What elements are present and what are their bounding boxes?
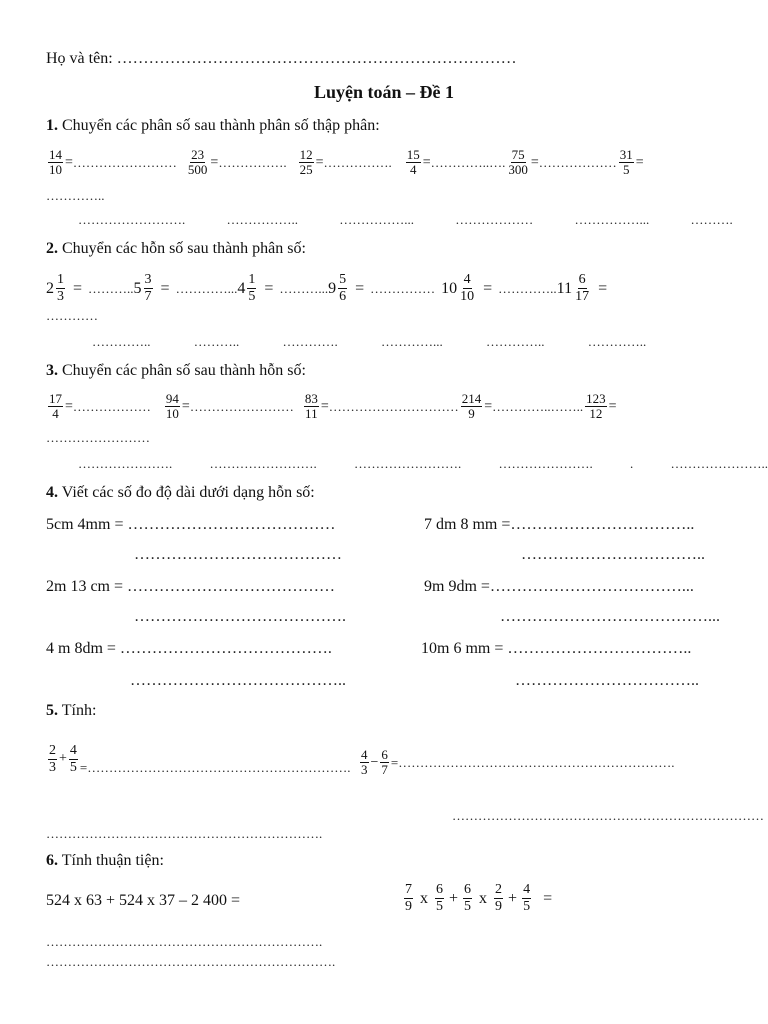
section-3-row: $\frac{17}{4}$ = ……………… $\frac{94}{10}$ = …………………… $\frac{83}{11}$ = ………………………… $\frac{214}{9}$ = …………..…….. $\frac{123}{12}$ =: [49, 391, 617, 421]
section-6-heading: 6. Tính thuận tiện:: [46, 852, 164, 869]
fraction: $\frac{23}{500}$: [187, 147, 208, 177]
answer-blanks[interactable]: ………….. ……….. …………. …………... ………….. …………..: [92, 334, 647, 349]
name-line: [46, 50, 517, 68]
fraction: $\frac{83}{11}$: [304, 391, 318, 421]
section-4-heading: 4. Viết các số đo độ dài dưới dạng hỗn số:: [46, 484, 315, 501]
length-item: 10m 6 mm = ……………………………..: [421, 640, 692, 657]
length-item: 4 m 8dm = ………………………………….: [46, 640, 332, 657]
mixed-number: $\frac{1}{3}$: [57, 272, 64, 304]
section-2-row: 2 $\frac{1}{3}$ = ……….. 5 $\frac{3}{7}$ = …………... 4 $\frac{1}{5}$ = ………... 9 $\frac{5}{6}$ = …………… 10 $\frac{4}{10}$ = ………….. 11 $\frac{6}{17}$ =: [46, 272, 608, 304]
name-label: Họ và tên:: [46, 50, 113, 67]
mixed-number: $\frac{4}{10}$: [460, 272, 475, 304]
expression-4: $\frac{7}{9}$ x $\frac{6}{5}$ + $\frac{6}{5}$ x $\frac{2}{9}$ + $\frac{4}{5}$ =: [405, 882, 553, 914]
expression-3: 524 x 63 + 524 x 37 – 2 400 =: [46, 892, 241, 909]
fraction: $\frac{123}{12}$: [586, 391, 606, 421]
length-item: 2m 13 cm = …………………………………: [46, 578, 336, 595]
fraction: $\frac{14}{10}$: [49, 147, 62, 177]
section-1-heading: 1. Chuyển các phân số sau thành phân số thập phân:: [46, 117, 380, 134]
answer-blanks[interactable]: ……………………. …………….. ……………... ……………… ……………... ……….: [78, 212, 733, 227]
mixed-number: $\frac{1}{5}$: [248, 272, 256, 304]
fraction: $\frac{12}{25}$: [299, 147, 313, 177]
expression-1: $\frac{2}{3}$ + $\frac{4}{5}$ = …………………………………………………….: [49, 742, 351, 775]
section-3-heading: 3. Chuyển các phân số sau thành hỗn số:: [46, 362, 306, 379]
section-1-row: $\frac{14}{10}$ = …………………… $\frac{23}{500}$ = ……………. $\frac{12}{25}$ = ……………. $\frac{15}{4}$ = …………..…. $\frac{75}{300}$ = ……………… $\frac{31}{5}$ =: [49, 147, 644, 177]
answer-blanks[interactable]: …………………. ……………………. ……………………. …………………. . …………………..: [78, 456, 768, 471]
length-item: 7 dm 8 mm =……………………………..: [424, 516, 695, 533]
fraction: $\frac{75}{300}$: [508, 147, 528, 177]
name-blank[interactable]: …………………………………………………………………: [116, 50, 517, 67]
mixed-number: $\frac{6}{17}$: [575, 272, 590, 304]
section-5-heading: 5. Tính:: [46, 702, 97, 719]
fraction: $\frac{15}{4}$: [406, 147, 420, 177]
fraction: $\frac{31}{5}$: [619, 147, 633, 177]
section-2-heading: 2. Chuyển các hỗn số sau thành phân số:: [46, 240, 306, 257]
page-title: Luyện toán – Đề 1: [313, 82, 454, 102]
length-item: 5cm 4mm = …………………………………: [46, 516, 336, 533]
mixed-number: $\frac{5}{6}$: [339, 272, 347, 304]
fraction: $\frac{17}{4}$: [49, 391, 62, 421]
length-item: 9m 9dm =………………………………...: [424, 578, 694, 595]
fraction: $\frac{214}{9}$: [461, 391, 482, 421]
expression-2: $\frac{4}{3}$ − $\frac{6}{7}$ = ……………………………………………………….: [361, 747, 675, 777]
fraction: $\frac{94}{10}$: [165, 391, 179, 421]
mixed-number: $\frac{3}{7}$: [144, 272, 152, 304]
